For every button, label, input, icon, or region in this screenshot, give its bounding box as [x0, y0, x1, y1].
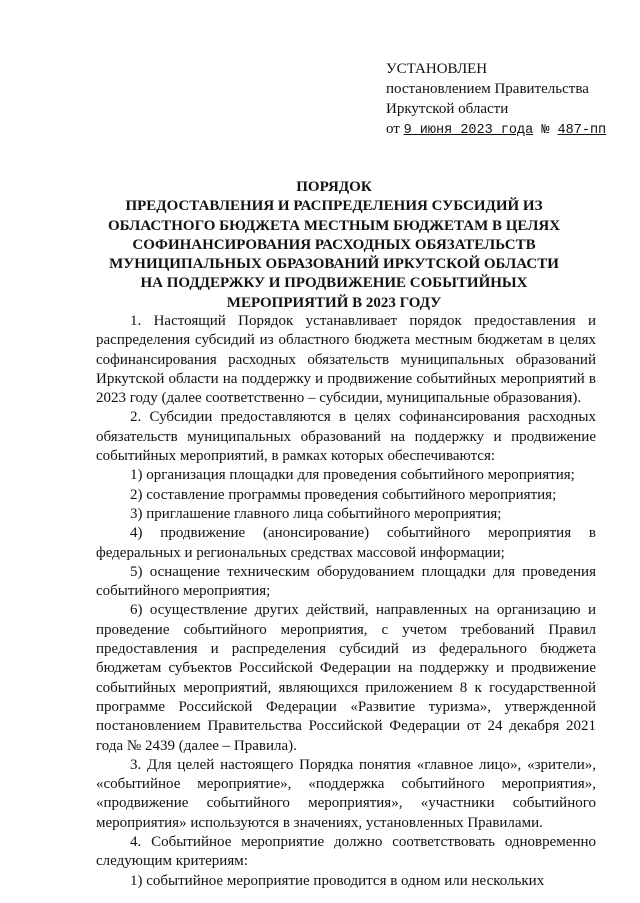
- paragraph: 3. Для целей настоящего Порядка понятия «главное лицо», «зрители», «событийное мероприятие», «поддержка событийного мероприятия», «продвижение событийного мероприятия», «участники событийного мероприятия» используются в значениях, установленных Правилами.: [96, 756, 596, 831]
- title-line: СОФИНАНСИРОВАНИЯ РАСХОДНЫХ ОБЯЗАТЕЛЬСТВ: [132, 236, 536, 253]
- approval-line-1: постановлением Правительства: [386, 81, 589, 97]
- title-line: ПРЕДОСТАВЛЕНИЯ И РАСПРЕДЕЛЕНИЯ СУБСИДИЙ ИЗ: [125, 198, 543, 215]
- approval-number-label: №: [533, 123, 558, 138]
- approval-date-group: [404, 123, 607, 138]
- approval-stamp: [386, 59, 606, 141]
- approval-status: УСТАНОВЛЕН: [386, 61, 488, 77]
- title-line: МЕРОПРИЯТИЙ В 2023 ГОДУ: [226, 294, 442, 311]
- list-item: 5) оснащение техническим оборудованием площадки для проведения событийного мероприятия;: [96, 563, 596, 600]
- list-item: 6) осуществление других действий, направленных на организацию и проведение событийного мероприятия, с учетом требований Правил предоставления и распределения субсидий из федерального бюджета бюджетам субъектов Российской Федерации на поддержку и продвижение событийных мероприятий, являющихся приложением 8 к государственной программе Российской Федерации «Развитие туризма», утвержденной постановлением Правительства Российской Федерации от 24 декабря 2021 года № 2439 (далее – Правила).: [96, 602, 596, 754]
- title-line: НА ПОДДЕРЖКУ И ПРОДВИЖЕНИЕ СОБЫТИЙНЫХ: [140, 275, 528, 292]
- approval-date-line: [386, 119, 606, 141]
- title-line: МУНИЦИПАЛЬНЫХ ОБРАЗОВАНИЙ ИРКУТСКОЙ ОБЛАСТИ: [109, 256, 559, 273]
- list-item: 1) организация площадки для проведения событийного мероприятия;: [130, 467, 575, 484]
- approval-date-value: 9 июня 2023 года: [403, 123, 534, 138]
- title-line: ОБЛАСТНОГО БЮДЖЕТА МЕСТНЫМ БЮДЖЕТАМ В ЦЕЛЯХ: [107, 217, 561, 234]
- approval-line-2: Иркутской области: [386, 101, 509, 117]
- list-item: 3) приглашение главного лица событийного мероприятия;: [130, 505, 502, 522]
- approval-number-value: 487-пп: [557, 123, 607, 138]
- list-item: 1) событийное мероприятие проводится в одном или нескольких: [130, 872, 545, 889]
- paragraph: 2. Субсидии предоставляются в целях софинансирования расходных обязательств муниципальных образований на поддержку и продвижение событийных мероприятий, в рамках которых обеспечиваются:: [96, 409, 596, 465]
- title-heading: ПОРЯДОК: [296, 179, 372, 195]
- approval-date-prefix: от: [386, 121, 404, 137]
- list-item: 2) составление программы проведения событийного мероприятия;: [130, 486, 557, 503]
- list-item: 4) продвижение (анонсирование) событийного мероприятия в федеральных и региональных средствах массовой информации;: [96, 525, 596, 561]
- paragraph: 1. Настоящий Порядок устанавливает порядок предоставления и распределения субсидий из областного бюджета местным бюджетам в целях софинансирования расходных обязательств муниципальных образований Иркутской области на поддержку и продвижение событийных мероприятий в 2023 году (далее соответственно – субсидии, муниципальные образования).: [96, 313, 596, 407]
- document-title: [60, 178, 608, 313]
- document-body: [96, 312, 596, 891]
- paragraph: 4. Событийное мероприятие должно соответствовать одновременно следующим критериям:: [96, 834, 596, 870]
